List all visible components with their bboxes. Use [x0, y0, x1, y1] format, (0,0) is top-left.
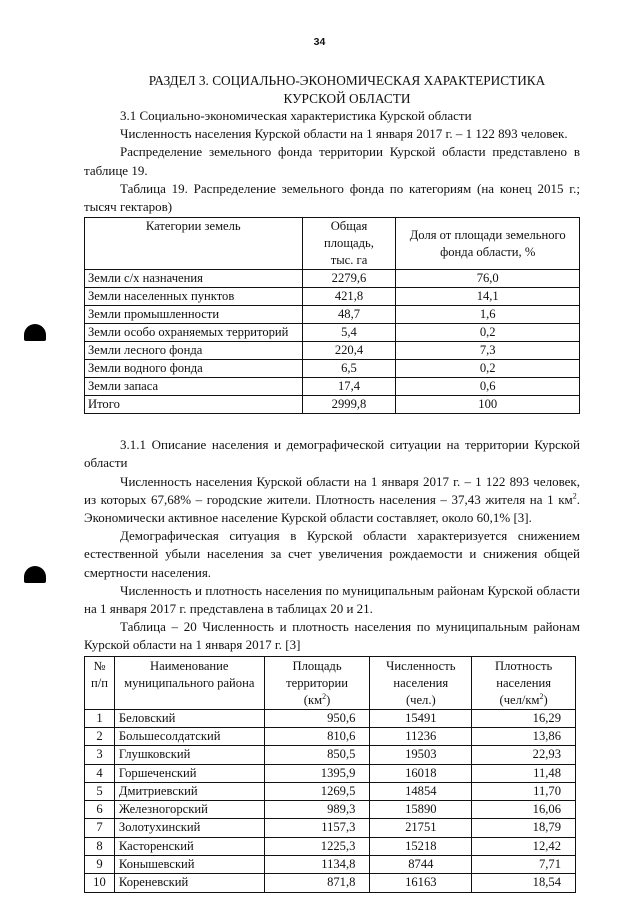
- table-row: [85, 856, 576, 874]
- share-cell: 14,1: [396, 288, 580, 306]
- section-heading: [84, 72, 580, 107]
- share-cell: 0,6: [396, 378, 580, 396]
- district-name-cell: Касторенский: [114, 837, 264, 855]
- area-cell: 810,6: [264, 727, 370, 745]
- table20-header-dens-line2: населения: [496, 675, 552, 690]
- area-cell: 48,7: [302, 306, 396, 324]
- area-cell: 871,8: [264, 874, 370, 892]
- table20-header-density: [472, 656, 576, 709]
- area-cell: 2999,8: [302, 396, 396, 414]
- density-cell: 13,86: [472, 727, 576, 745]
- district-name-cell: Кореневский: [114, 874, 264, 892]
- table20-header-num-line2: п/п: [90, 675, 108, 690]
- share-cell: 0,2: [396, 360, 580, 378]
- scan-binding-hole-mark: [24, 566, 46, 583]
- spacer: [84, 414, 580, 436]
- table20-header-dens-line1: Плотность: [495, 658, 553, 673]
- area-cell: 220,4: [302, 342, 396, 360]
- table20-header-pop-line2: населения: [393, 675, 449, 690]
- table-row: [85, 727, 576, 745]
- demography-paragraph: Демографическая ситуация в Курской области характеризуется снижением естественной убыли населения за счет увеличения рождаемости и снижения общей смертности населения.: [84, 528, 580, 580]
- table20-header-row: [85, 656, 576, 709]
- density-cell: 22,93: [472, 746, 576, 764]
- density-cell: 16,06: [472, 801, 576, 819]
- district-name-cell: Конышевский: [114, 856, 264, 874]
- table19-header-area-line1: Общая площадь,: [324, 219, 374, 251]
- section-heading-line2: КУРСКОЙ ОБЛАСТИ: [283, 90, 411, 106]
- area-cell: 5,4: [302, 324, 396, 342]
- area-unit-close: ): [326, 692, 331, 707]
- table-row: [85, 819, 576, 837]
- row-number-cell: 7: [85, 819, 115, 837]
- table-row: [85, 270, 580, 288]
- table19-header-share: [396, 218, 580, 270]
- category-cell: Земли водного фонда: [85, 360, 303, 378]
- row-number-cell: 10: [85, 874, 115, 892]
- table-row: [85, 801, 576, 819]
- area-cell: 1225,3: [264, 837, 370, 855]
- table20-header-num-line1: №: [93, 658, 106, 673]
- table20-header-pop-line1: Численность: [386, 658, 456, 673]
- table20-caption: Таблица – 20 Численность и плотность населения по муниципальным районам Курской области на 1 января 2017 г. [3]: [84, 619, 580, 653]
- population-statement: Численность населения Курской области на 1 января 2017 г. – 1 122 893 человек.: [120, 126, 568, 142]
- tables-reference-paragraph: Численность и плотность населения по муниципальным районам Курской области на 1 января 2017 г. представлена в таблицах 20 и 21.: [84, 582, 580, 617]
- density-cell: 18,54: [472, 874, 576, 892]
- population-density-paragraph: [84, 473, 580, 528]
- area-unit-superscript: 2: [322, 691, 327, 701]
- table-row: [85, 288, 580, 306]
- table20-header-area-line3: [268, 692, 367, 709]
- row-number-cell: 6: [85, 801, 115, 819]
- table-row: [85, 874, 576, 892]
- subsection-title-3-1-1: 3.1.1 Описание населения и демографической ситуации на территории Курской области: [84, 437, 580, 471]
- share-cell: 100: [396, 396, 580, 414]
- category-cell: Земли лесного фонда: [85, 342, 303, 360]
- table-row: [85, 324, 580, 342]
- table20-header-area-line2: территории: [286, 675, 348, 690]
- table20-header-dens-line3: [475, 692, 572, 709]
- table19-header-category: Категории земель: [85, 218, 303, 270]
- population-cell: 19503: [370, 746, 472, 764]
- density-cell: 11,48: [472, 764, 576, 782]
- table20-header-population: [370, 656, 472, 709]
- land-fund-intro: Распределение земельного фонда территории Курской области представлено в таблице 19.: [84, 144, 580, 178]
- category-cell: Земли населенных пунктов: [85, 288, 303, 306]
- table20-header-name-line1: Наименование: [150, 658, 229, 673]
- population-density-tail: . Экономически активное население Курской области составляет, около 60,1% [3].: [84, 491, 580, 526]
- table20-header-area: [264, 656, 370, 709]
- district-name-cell: Золотухинский: [114, 819, 264, 837]
- table19-header-area-line2: тыс. га: [330, 253, 368, 268]
- density-cell: 18,79: [472, 819, 576, 837]
- population-cell: 15890: [370, 801, 472, 819]
- row-number-cell: 4: [85, 764, 115, 782]
- population-cell: 15491: [370, 709, 472, 727]
- row-number-cell: 5: [85, 782, 115, 800]
- density-cell: 11,70: [472, 782, 576, 800]
- row-number-cell: 8: [85, 837, 115, 855]
- area-cell: 2279,6: [302, 270, 396, 288]
- population-cell: 14854: [370, 782, 472, 800]
- table20-header-num: [85, 656, 115, 709]
- area-cell: 6,5: [302, 360, 396, 378]
- density-unit-superscript: 2: [539, 691, 544, 701]
- area-cell: 989,3: [264, 801, 370, 819]
- km-squared-superscript: 2: [572, 491, 577, 501]
- area-cell: 421,8: [302, 288, 396, 306]
- area-cell: 1395,9: [264, 764, 370, 782]
- population-cell: 16163: [370, 874, 472, 892]
- population-cell: 21751: [370, 819, 472, 837]
- subsection-title-3-1: 3.1 Социально-экономическая характеристика Курской области: [120, 108, 472, 123]
- table-row-total: [85, 396, 580, 414]
- population-cell: 8744: [370, 856, 472, 874]
- category-cell: Земли с/х назначения: [85, 270, 303, 288]
- population-cell: 16018: [370, 764, 472, 782]
- district-name-cell: Горшеченский: [114, 764, 264, 782]
- table19-land-fund: [84, 217, 580, 414]
- table19-header-share-line1: Доля от площади земельного: [409, 227, 566, 242]
- area-unit-text: (км: [303, 692, 323, 707]
- category-cell: Земли промышленности: [85, 306, 303, 324]
- row-number-cell: 3: [85, 746, 115, 764]
- area-cell: 1134,8: [264, 856, 370, 874]
- table20-header-name-line2: муниципального района: [124, 675, 255, 690]
- table20-header-area-line1: Площадь: [292, 658, 342, 673]
- page-number: 34: [313, 36, 326, 48]
- table-row: [85, 378, 580, 396]
- table20-header-pop-line3: (чел.): [405, 692, 436, 707]
- density-cell: 12,42: [472, 837, 576, 855]
- district-name-cell: Беловский: [114, 709, 264, 727]
- district-name-cell: Железногорский: [114, 801, 264, 819]
- table19-header-share-line2: фонда области, %: [440, 244, 536, 259]
- density-cell: 7,71: [472, 856, 576, 874]
- table20-population-density: [84, 656, 576, 893]
- row-number-cell: 9: [85, 856, 115, 874]
- table20-header-name: [114, 656, 264, 709]
- population-cell: 11236: [370, 727, 472, 745]
- share-cell: 76,0: [396, 270, 580, 288]
- density-cell: 16,29: [472, 709, 576, 727]
- table-row: [85, 709, 576, 727]
- category-cell: Земли особо охраняемых территорий: [85, 324, 303, 342]
- table-row: [85, 342, 580, 360]
- table-row: [85, 764, 576, 782]
- table-row: [85, 746, 576, 764]
- table-row: [85, 306, 580, 324]
- category-cell: Земли запаса: [85, 378, 303, 396]
- area-cell: 1269,5: [264, 782, 370, 800]
- area-cell: 850,5: [264, 746, 370, 764]
- row-number-cell: 2: [85, 727, 115, 745]
- row-number-cell: 1: [85, 709, 115, 727]
- share-cell: 1,6: [396, 306, 580, 324]
- table19-header-row: [85, 218, 580, 270]
- table-row: [85, 837, 576, 855]
- document-body: [84, 72, 580, 893]
- district-name-cell: Глушковский: [114, 746, 264, 764]
- category-cell: Итого: [85, 396, 303, 414]
- density-unit-close: ): [543, 692, 548, 707]
- section-heading-line1: РАЗДЕЛ 3. СОЦИАЛЬНО-ЭКОНОМИЧЕСКАЯ ХАРАКТЕРИСТИКА: [148, 73, 546, 88]
- share-cell: 0,2: [396, 324, 580, 342]
- area-cell: 17,4: [302, 378, 396, 396]
- density-unit-text: (чел/км: [499, 692, 540, 707]
- area-cell: 950,6: [264, 709, 370, 727]
- scan-binding-hole-mark: [24, 324, 46, 341]
- district-name-cell: Дмитриевский: [114, 782, 264, 800]
- table19-caption: Таблица 19. Распределение земельного фонда по категориям (на конец 2015 г.; тысяч гектаров): [84, 180, 580, 215]
- table-row: [85, 360, 580, 378]
- table-row: [85, 782, 576, 800]
- population-density-text: Численность населения Курской области на 1 января 2017 г. – 1 122 893 человек, из которых 67,68% – городские жители. Плотность населения – 37,43 жителя на 1 км: [84, 473, 580, 507]
- share-cell: 7,3: [396, 342, 580, 360]
- population-cell: 15218: [370, 837, 472, 855]
- district-name-cell: Большесолдатский: [114, 727, 264, 745]
- table19-header-area: [302, 218, 396, 270]
- area-cell: 1157,3: [264, 819, 370, 837]
